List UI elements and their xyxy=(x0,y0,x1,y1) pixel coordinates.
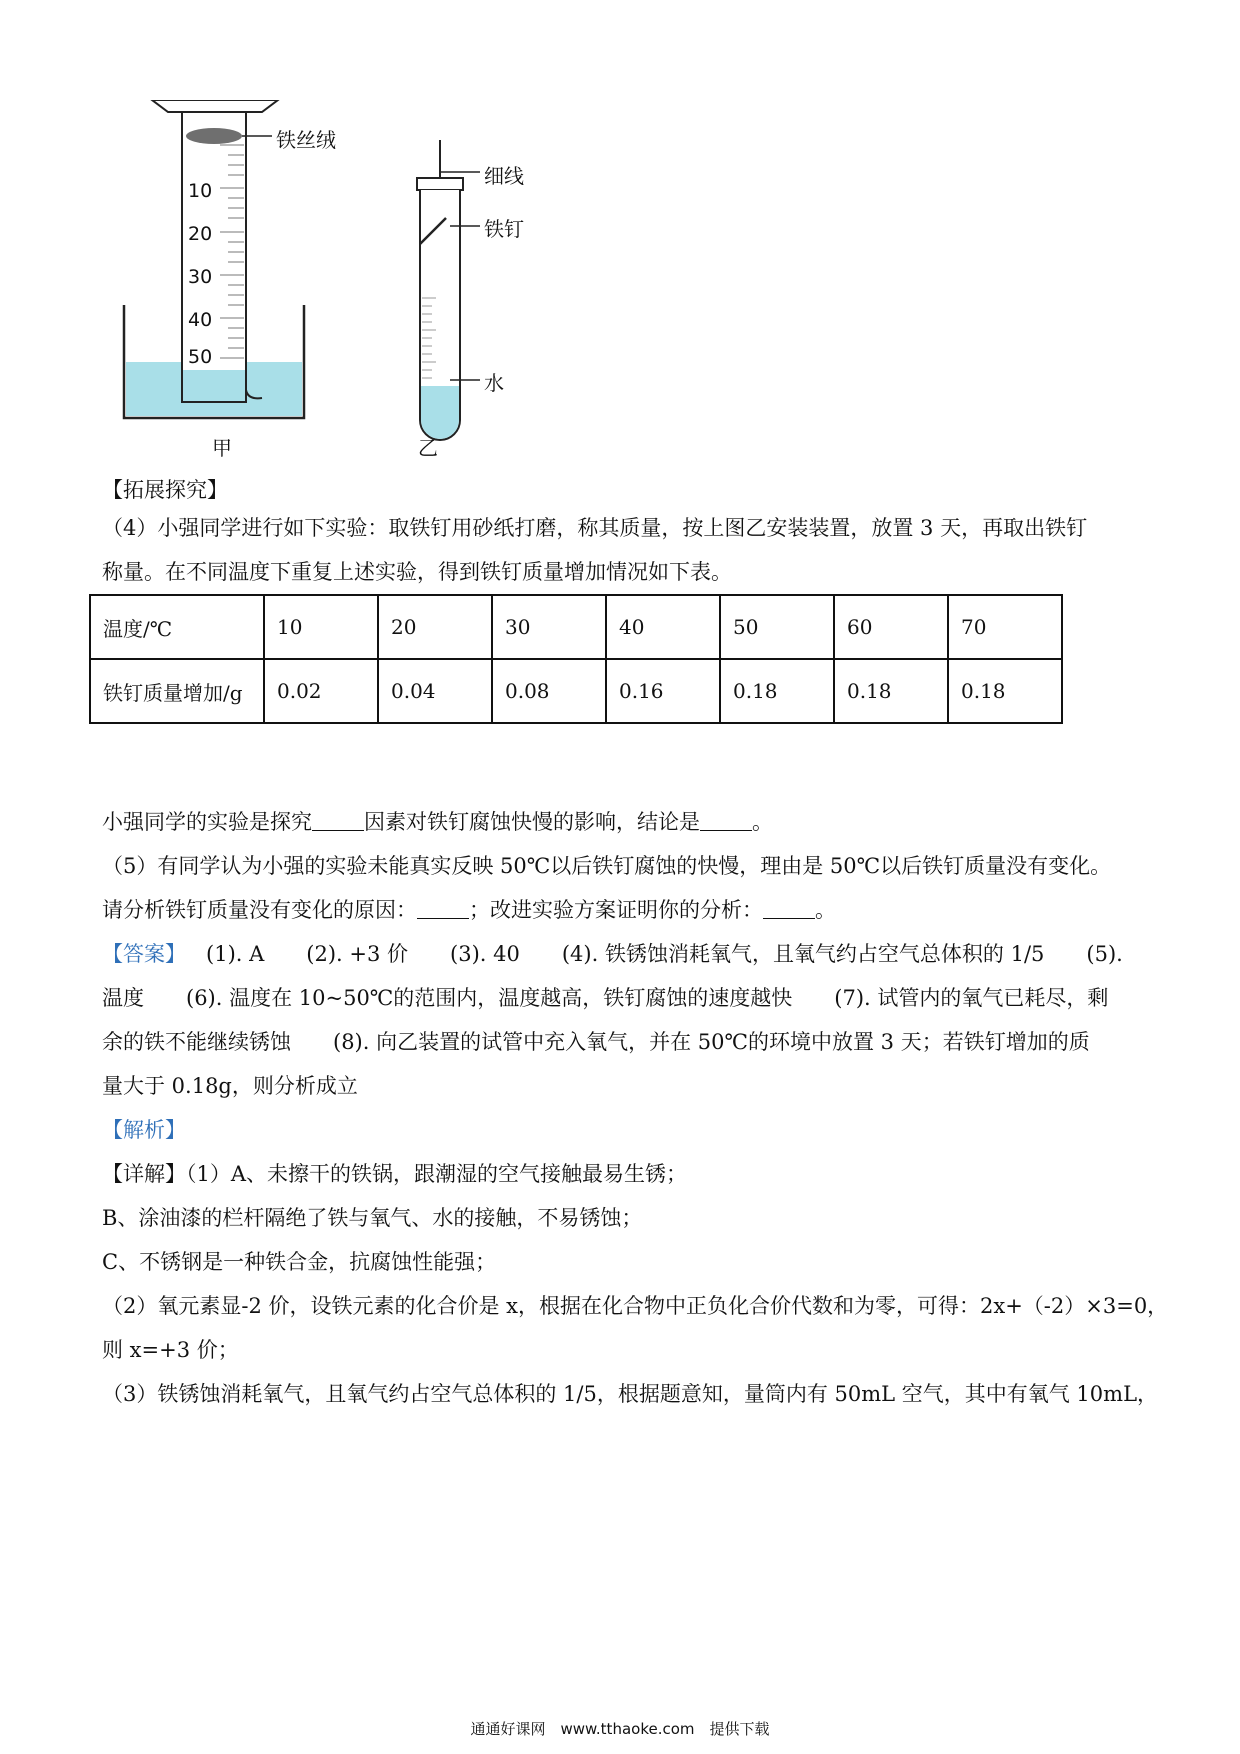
question-4-line-2: 称量。在不同温度下重复上述实验，得到铁钉质量增加情况如下表。 xyxy=(102,560,732,584)
answer-line-3: 余的铁不能继续锈蚀 (8). 向乙装置的试管中充入氧气，并在 50℃的环境中放置 3 天；若铁钉增加的质 xyxy=(102,1030,1090,1054)
question-5-line-1: （5）有同学认为小强的实验未能真实反映 50℃以后铁钉腐蚀的快慢，理由是 50℃以后铁钉质量没有变化。 xyxy=(102,854,1112,878)
cylinder-tick-10: 10 xyxy=(188,180,213,202)
table-cell: 10 xyxy=(264,595,378,659)
q5-text-a: 请分析铁钉质量没有变化的原因： xyxy=(102,898,417,922)
steel-wool xyxy=(186,128,242,144)
table-cell: 30 xyxy=(492,595,606,659)
conclusion-text-c: 。 xyxy=(752,810,773,834)
table-row xyxy=(90,659,1062,723)
table-cell: 0.18 xyxy=(948,659,1062,723)
table-cell: 60 xyxy=(834,595,948,659)
question-5-line-2 xyxy=(102,886,836,934)
answer-blank[interactable] xyxy=(417,898,469,919)
analysis-tag: 【解析】 xyxy=(102,1118,186,1142)
conclusion-text-a: 小强同学的实验是探究 xyxy=(102,810,312,834)
analysis-detail-3: C、不锈钢是一种铁合金，抗腐蚀性能强； xyxy=(102,1250,497,1274)
nail-label: 铁钉 xyxy=(484,217,524,241)
answer-blank[interactable] xyxy=(763,898,815,919)
answer-line-2: 温度 (6). 温度在 10~50℃的范围内，温度越高，铁钉腐蚀的速度越快 (7). 试管内的氧气已耗尽，剩 xyxy=(102,986,1109,1010)
table-cell: 0.04 xyxy=(378,659,492,723)
answer-line-1 xyxy=(102,930,1123,978)
table-cell: 0.18 xyxy=(834,659,948,723)
cylinder-tick-40: 40 xyxy=(188,309,213,331)
test-tube xyxy=(417,140,480,440)
analysis-detail-5: 则 x=+3 价； xyxy=(102,1338,239,1362)
analysis-detail-4: （2）氧元素显-2 价，设铁元素的化合价是 x，根据在化合物中正负化合价代数和为零，可得：2x+（-2）×3=0， xyxy=(102,1294,1169,1318)
data-table xyxy=(89,594,1063,724)
table-cell: 0.16 xyxy=(606,659,720,723)
table-cell: 0.08 xyxy=(492,659,606,723)
conclusion-question xyxy=(102,798,773,846)
apparatus-b-label: 乙 xyxy=(418,436,438,460)
graduated-cylinder xyxy=(152,100,278,402)
table-cell: 20 xyxy=(378,595,492,659)
conclusion-text-b: 因素对铁钉腐蚀快慢的影响，结论是 xyxy=(364,810,700,834)
answer-line-4: 量大于 0.18g，则分析成立 xyxy=(102,1074,358,1098)
cylinder-tick-50: 50 xyxy=(188,346,213,368)
cylinder-tick-30: 30 xyxy=(188,266,213,288)
table-cell: 0.02 xyxy=(264,659,378,723)
table-cell: 0.18 xyxy=(720,659,834,723)
steel-wool-label: 铁丝绒 xyxy=(276,128,336,152)
footer-credit: 通通好课网 www.tthaoke.com 提供下载 xyxy=(470,1720,770,1738)
section-title: 【拓展探究】 xyxy=(102,478,228,502)
thread-label: 细线 xyxy=(484,164,524,188)
question-4-line-1: （4）小强同学进行如下实验：取铁钉用砂纸打磨，称其质量，按上图乙安装装置，放置 3 天，再取出铁钉 xyxy=(102,516,1088,540)
table-header-mass-increase: 铁钉质量增加/g xyxy=(90,659,264,723)
answer-blank[interactable] xyxy=(700,810,752,831)
table-cell: 70 xyxy=(948,595,1062,659)
answer-tag: 【答案】 xyxy=(102,942,186,966)
analysis-detail-6: （3）铁锈蚀消耗氧气，且氧气约占空气总体积的 1/5，根据题意知，量筒内有 50mL 空气，其中有氧气 10mL， xyxy=(102,1382,1159,1406)
table-cell: 50 xyxy=(720,595,834,659)
table-cell: 40 xyxy=(606,595,720,659)
q5-text-c: 。 xyxy=(815,898,836,922)
analysis-detail-1: 【详解】（1）A、未擦干的铁锅，跟潮湿的空气接触最易生锈； xyxy=(102,1162,688,1186)
answer-text-1: (1). A (2). +3 价 (3). 40 (4). 铁锈蚀消耗氧气，且氧气约占空气总体积的 1/5 (5). xyxy=(206,942,1123,966)
analysis-detail-2: B、涂油漆的栏杆隔绝了铁与氧气、水的接触，不易锈蚀； xyxy=(102,1206,643,1230)
answer-blank[interactable] xyxy=(312,810,364,831)
apparatus-a-label: 甲 xyxy=(212,436,232,460)
water-label: 水 xyxy=(484,371,504,395)
table-row xyxy=(90,595,1062,659)
q5-text-b: ；改进实验方案证明你的分析： xyxy=(469,898,763,922)
cylinder-tick-20: 20 xyxy=(188,223,213,245)
table-header-temperature: 温度/℃ xyxy=(90,595,264,659)
